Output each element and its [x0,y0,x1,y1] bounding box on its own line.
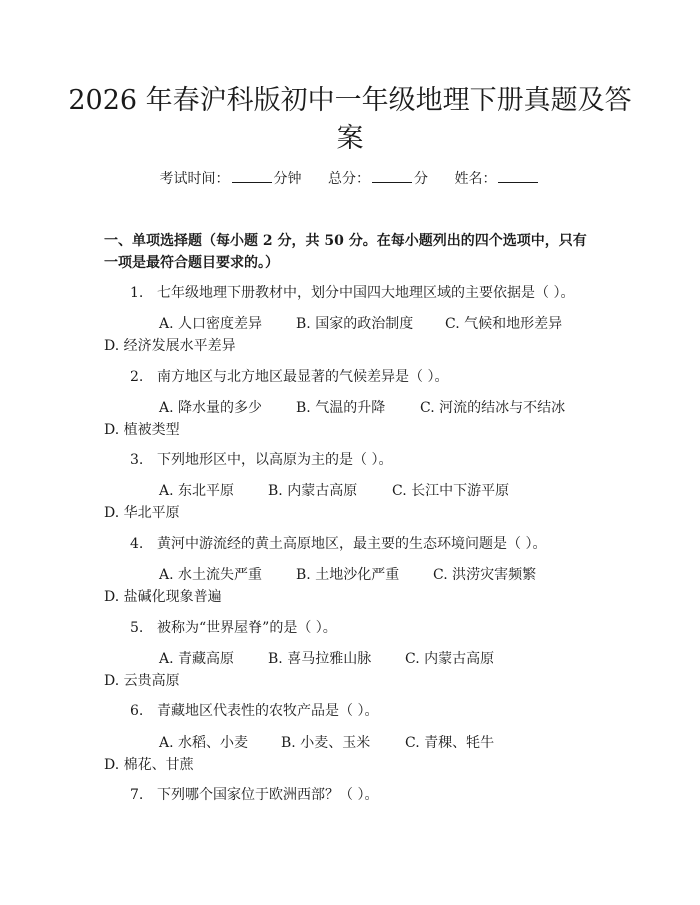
option-d: D. 植被类型 [104,422,180,438]
question-6 [104,700,600,722]
option-b: B. 喜马拉雅山脉 [268,651,372,667]
question-number: 7. [130,787,144,803]
question-text: 黄河中游流经的黄土高原地区，最主要的生态环境问题是（ ）。 [157,536,547,552]
question-4 [104,533,600,555]
option-a: A. 降水量的多少 [159,400,263,416]
question-7 [104,784,600,806]
question-text: 青藏地区代表性的农牧产品是（ ）。 [157,703,379,719]
option-c: C. 洪涝灾害频繁 [433,567,537,583]
option-c: C. 内蒙古高原 [405,651,495,667]
exam-name [454,169,540,189]
option-a: A. 东北平原 [159,483,235,499]
option-b: B. 小麦、玉米 [281,735,371,751]
question-number: 4. [130,536,144,552]
question-2 [104,366,600,388]
exam-score [328,169,428,189]
exam-time [160,169,302,189]
question-text: 被称为“世界屋脊”的是（ ）。 [157,620,337,636]
option-c: C. 河流的结冰与不结冰 [420,400,566,416]
score-unit: 分 [414,171,428,187]
question-text: 南方地区与北方地区最显著的气候差异是（ ）。 [157,369,449,385]
option-a: A. 水稻、小麦 [159,735,249,751]
option-c: C. 长江中下游平原 [392,483,510,499]
option-d: D. 棉花、甘蔗 [104,757,194,773]
section-heading: 一、单项选择题（每小题 2 分，共 50 分。在每小题列出的四个选项中，只有一项是最符合题目要求的。） [104,233,587,271]
question-6-options [104,732,600,776]
time-unit: 分钟 [273,171,302,187]
question-number: 1. [130,285,144,301]
question-4-options [104,564,600,608]
option-d: D. 经济发展水平差异 [104,338,236,354]
question-1-options [104,313,600,357]
question-number: 2. [130,369,144,385]
score-blank [372,169,412,183]
option-b: B. 气温的升降 [296,400,386,416]
option-a: A. 水土流失严重 [159,567,263,583]
option-a: A. 人口密度差异 [159,316,263,332]
question-1 [104,282,600,304]
question-number: 3. [130,452,144,468]
option-c: C. 青稞、牦牛 [405,735,495,751]
question-3 [104,449,600,471]
time-label: 考试时间： [159,171,230,187]
exam-meta [0,169,700,189]
option-b: B. 内蒙古高原 [268,483,358,499]
time-blank [232,169,272,183]
option-d: D. 盐碱化现象普遍 [104,589,222,605]
option-b: B. 国家的政治制度 [296,316,414,332]
question-2-options [104,397,600,441]
option-a: A. 青藏高原 [159,651,235,667]
name-blank [498,169,538,183]
question-5 [104,617,600,639]
question-number: 5. [130,620,144,636]
option-d: D. 华北平原 [104,505,180,521]
page-title: 2026 年春沪科版初中一年级地理下册真题及答案 [68,85,632,154]
name-label: 姓名： [454,171,497,187]
question-text: 下列哪个国家位于欧洲西部？（ ）。 [157,787,379,803]
question-text: 七年级地理下册教材中，划分中国四大地理区域的主要依据是（ ）。 [157,285,575,301]
option-b: B. 土地沙化严重 [296,567,400,583]
option-d: D. 云贵高原 [104,673,180,689]
question-5-options [104,648,600,692]
question-text: 下列地形区中，以高原为主的是（ ）。 [157,452,393,468]
question-number: 6. [130,703,144,719]
score-label: 总分： [328,171,370,187]
option-c: C. 气候和地形差异 [445,316,563,332]
question-3-options [104,480,600,524]
